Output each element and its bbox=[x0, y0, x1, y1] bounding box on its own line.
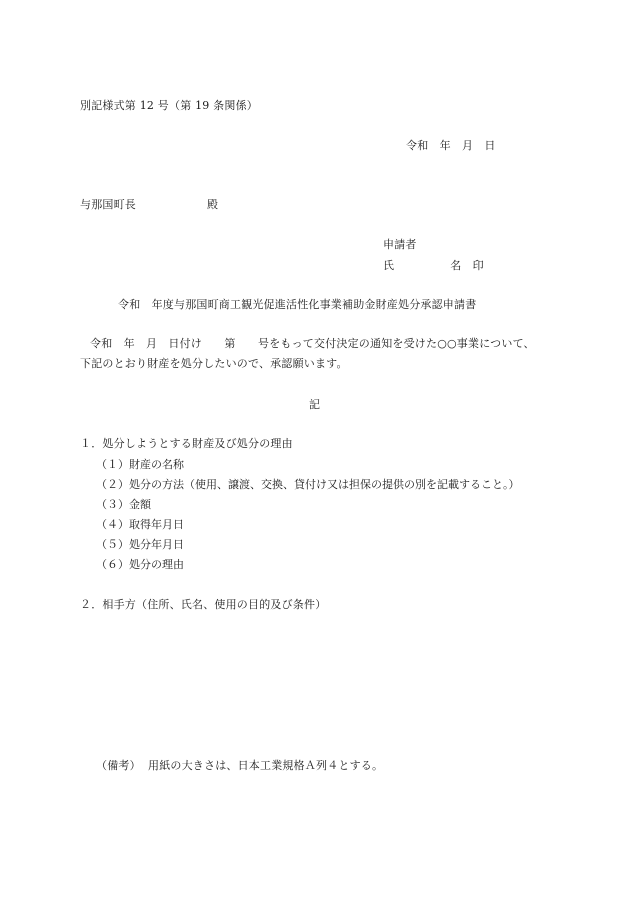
section2-heading: ２．相手方（住所、氏名、使用の目的及び条件） bbox=[80, 598, 327, 611]
section1-item: （１）財産の名称 bbox=[96, 458, 184, 471]
applicant-name-line: 氏 名 印 bbox=[383, 259, 484, 272]
form-number: 別記様式第 12 号（第 19 条関係） bbox=[80, 99, 258, 112]
section1-item: （６）処分の理由 bbox=[96, 558, 184, 571]
note-label: （備考） bbox=[96, 759, 141, 772]
date-line: 令和 年 月 日 bbox=[406, 139, 496, 152]
section1-item: （５）処分年月日 bbox=[96, 538, 184, 551]
section1-item: （４）取得年月日 bbox=[96, 518, 184, 531]
section1-item: （３）金額 bbox=[96, 498, 151, 511]
ki-marker: 記 bbox=[309, 398, 321, 411]
applicant-label: 申請者 bbox=[383, 238, 417, 251]
body-text-line1: 令和 年 月 日付け 第 号をもって交付決定の通知を受けた○○事業について、 bbox=[90, 337, 535, 350]
body-text-line2: 下記のとおり財産を処分したいので、承認願います。 bbox=[80, 357, 348, 370]
document-title: 令和 年度与那国町商工観光促進活性化事業補助金財産処分承認申請書 bbox=[118, 298, 477, 311]
addressee-honorific: 殿 bbox=[207, 198, 219, 211]
section1-item: （２）処分の方法（使用、譲渡、交換、貸付け又は担保の提供の別を記載すること。） bbox=[96, 478, 520, 491]
addressee-name: 与那国町長 bbox=[80, 198, 136, 211]
section1-heading: １．処分しようとする財産及び処分の理由 bbox=[80, 437, 293, 450]
note-text: 用紙の大きさは、日本工業規格Ａ列４とする。 bbox=[148, 759, 384, 772]
